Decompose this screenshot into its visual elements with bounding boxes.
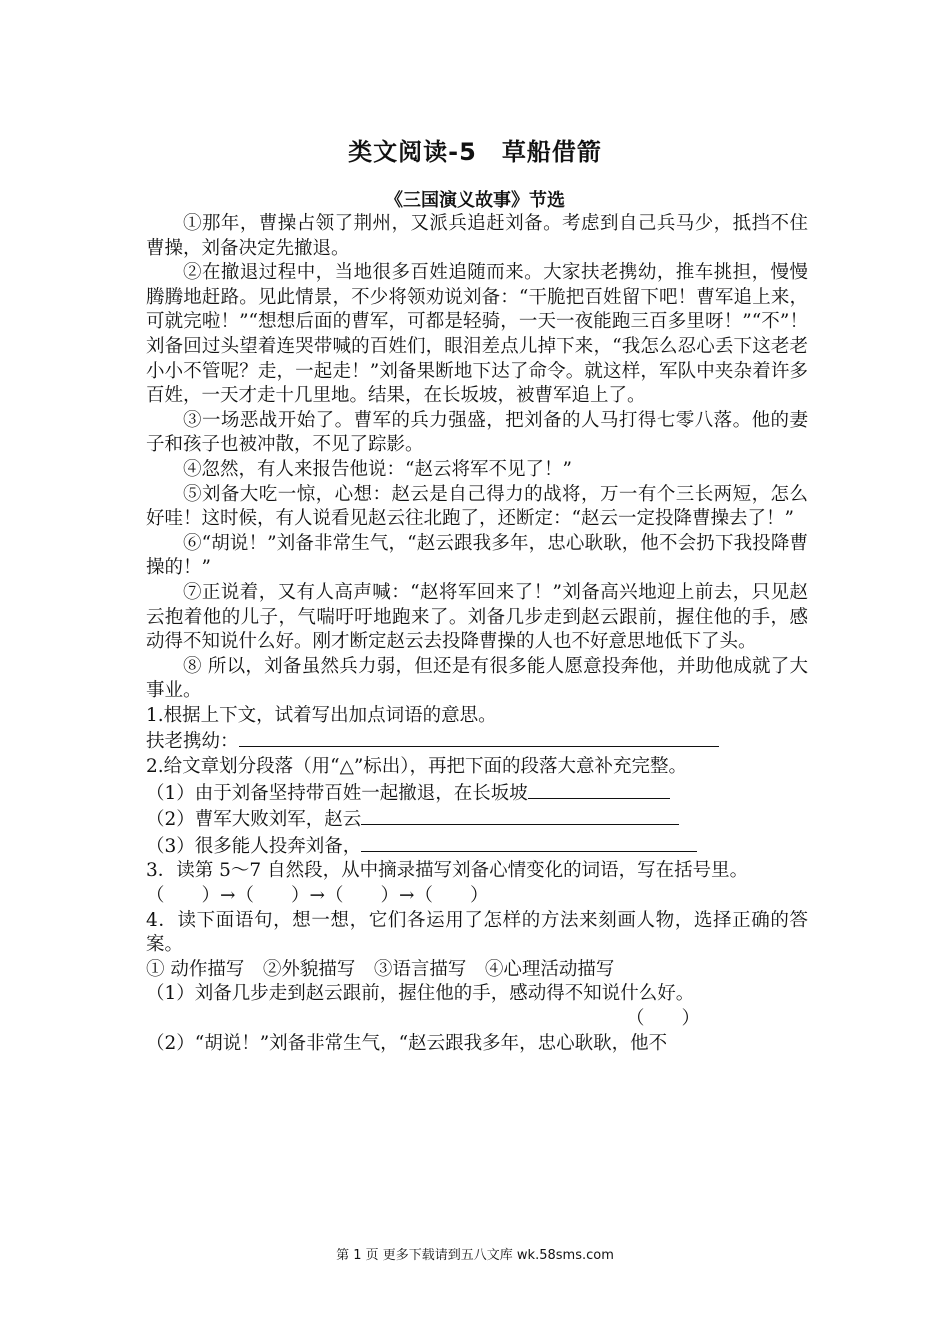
answer-blank[interactable] [239, 728, 719, 747]
question-1-item [146, 728, 808, 755]
question-2-item-3 [146, 833, 808, 860]
question-2-item-1 [146, 780, 808, 807]
question-3-chain: （ ）→（ ）→（ ）→（ ） [146, 885, 489, 907]
question-2-item-2 [146, 806, 808, 833]
question-4-item-2: （2）“胡说！”刘备非常生气，“赵云跟我多年，忠心耿耿，他不 [146, 1032, 668, 1054]
document-body [146, 212, 808, 1056]
paragraph-7: ⑦正说着，又有人高声喊：“赵将军回来了！”刘备高兴地迎上前去，只见赵云抱着他的儿子，气喘吁吁地跑来了。刘备几步走到赵云跟前，握住他的手，感动得不知说什么好。刚才断定赵云去投降曹操的人也不好意思地低下了头。 [146, 581, 808, 653]
paragraph-1: ①那年，曹操占领了荆州，又派兵追赶刘备。考虑到自己兵马少，抵挡不住曹操，刘备决定先撤退。 [146, 213, 808, 259]
question-2-item-2-text: （2）曹军大败刘军，赵云 [146, 809, 362, 831]
question-2-prompt: 2.给文章划分段落（用“△”标出），再把下面的段落大意补充完整。 [146, 756, 688, 778]
answer-blank[interactable] [528, 780, 670, 799]
question-3-prompt: 3．读第 5～7 自然段，从中摘录描写刘备心情变化的词语，写在括号里。 [146, 860, 749, 882]
question-4-item-1: （1）刘备几步走到赵云跟前，握住他的手，感动得不知说什么好。 [146, 983, 695, 1005]
question-4-answer-slot[interactable]: （ ） [625, 1008, 700, 1029]
page-title: 类文阅读-5 草船借箭 [348, 138, 602, 166]
subtitle: 《三国演义故事》节选 [385, 190, 565, 211]
paragraph-4: ④忽然，有人来报告他说：“赵云将军不见了！” [183, 458, 572, 480]
question-2-item-3-text: （3）很多能人投奔刘备， [146, 835, 362, 857]
question-1-label: 扶老携幼： [146, 731, 239, 753]
paragraph-6: ⑥“胡说！”刘备非常生气，“赵云跟我多年，忠心耿耿，他不会扔下我投降曹操的！” [146, 532, 808, 579]
paragraph-3: ③一场恶战开始了。曹军的兵力强盛，把刘备的人马打得七零八落。他的妻子和孩子也被冲散，不见了踪影。 [146, 409, 808, 456]
answer-blank[interactable] [361, 833, 697, 852]
question-4-options: ① 动作描写 ②外貌描写 ③语言描写 ④心理活动描写 [146, 958, 615, 980]
question-1-prompt: 1.根据上下文，试着写出加点词语的意思。 [146, 704, 497, 726]
question-4-prompt: 4．读下面语句，想一想，它们各运用了怎样的方法来刻画人物，选择正确的答案。 [146, 909, 808, 956]
page-footer: 第 1 页 更多下载请到五八文库 wk.58sms.com [336, 1248, 614, 1263]
paragraph-5: ⑤刘备大吃一惊，心想：赵云是自己得力的战将，万一有个三长两短，怎么好哇！这时候，有人说看见赵云往北跑了，还断定：“赵云一定投降曹操去了！” [146, 483, 808, 530]
answer-blank[interactable] [361, 806, 679, 825]
paragraph-8: ⑧ 所以，刘备虽然兵力弱，但还是有很多能人愿意投奔他，并助他成就了大事业。 [146, 655, 808, 702]
question-2-item-1-text: （1）由于刘备坚持带百姓一起撤退，在长坂坡 [146, 782, 528, 804]
paragraph-2: ②在撤退过程中，当地很多百姓追随而来。大家扶老携幼，推车挑担，慢慢腾腾地赶路。见此情景，不少将领劝说刘备：“干脆把百姓留下吧！曹军追上来，可就完啦！”“想想后面的曹军，可都是轻骑，一天一夜能跑三百多里呀！”“不”！刘备回过头望着连哭带喊的百姓们，眼泪差点儿掉下来，“我怎么忍心丢下这老老小小不管呢？走，一起走！”刘备果断地下达了命令。就这样，军队中夹杂着许多百姓，一天才走十几里地。结果，在长坂坡，被曹军追上了。 [146, 262, 808, 407]
